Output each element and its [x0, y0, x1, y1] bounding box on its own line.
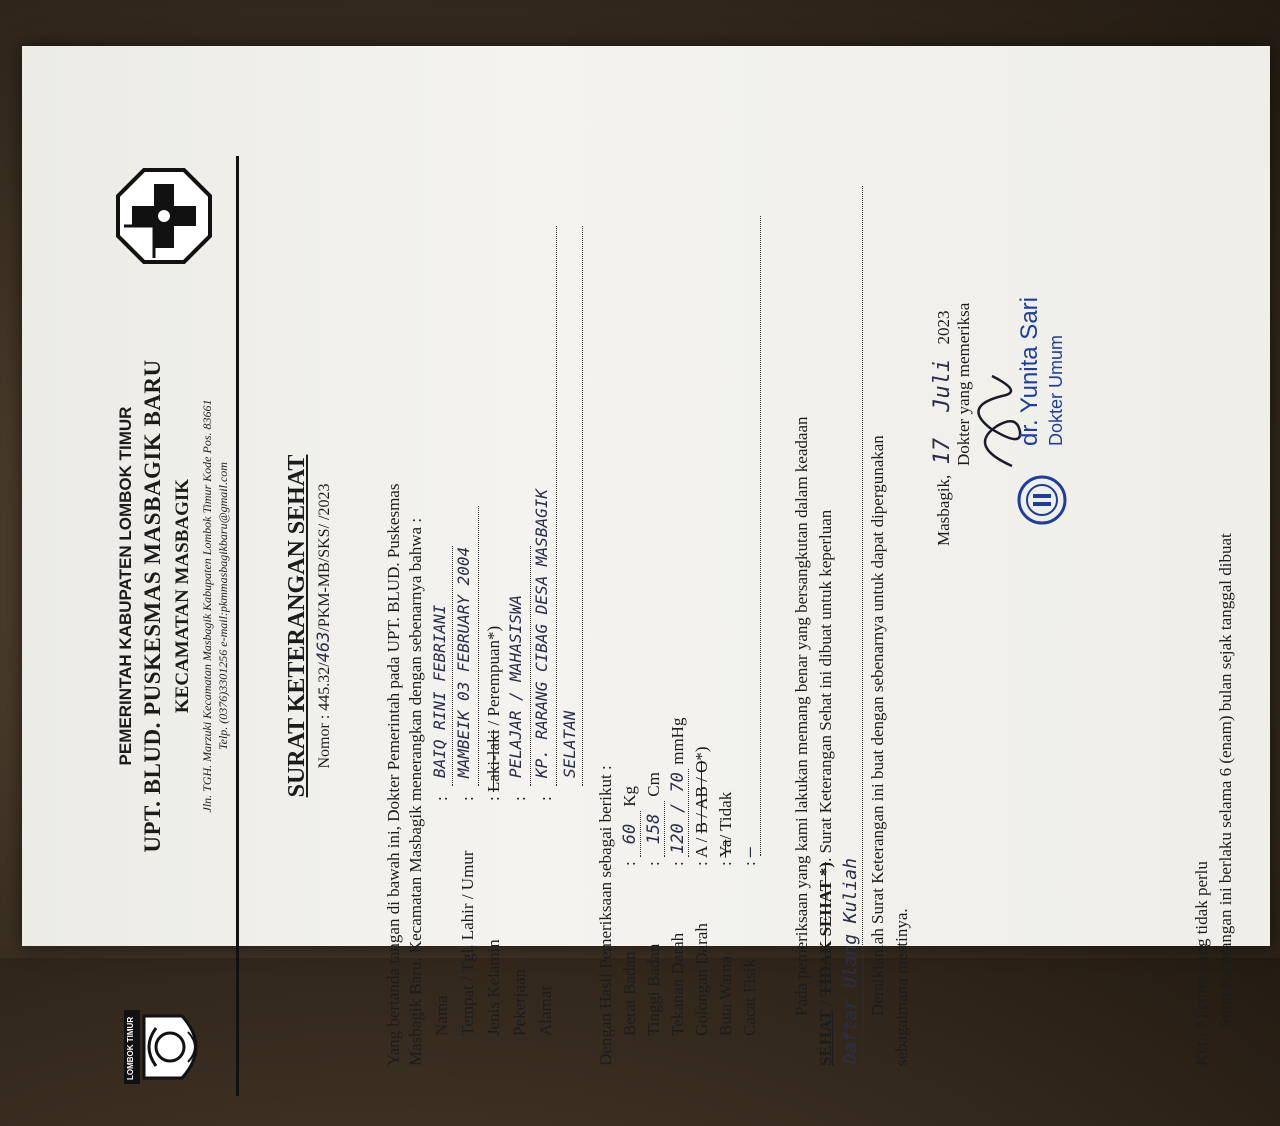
exam-intro: Dengan Hasil Pemeriksaan sebagai berikut :	[596, 765, 615, 1066]
blood-type-struck: B / AB / O	[692, 760, 711, 834]
lombok-timur-emblem-icon	[122, 1008, 212, 1086]
exam-label-disability: Cacat Fisik	[740, 959, 759, 1036]
stamp-doctor-title: Dokter Umum	[1046, 334, 1066, 446]
note-validity: Surat Keterangan ini berlaku selama 6 (enam) bulan sejak tanggal dibuat	[1216, 533, 1235, 1028]
closing-line-2: sebagaimana mestinya.	[892, 908, 911, 1066]
field-label-occupation: Pekerjaan	[510, 968, 529, 1036]
signature-day: 17	[930, 437, 955, 465]
closing-line-1: Demikianlah Surat Keterangan ini buat dengan sebenarnya untuk dapat dipergunakan	[868, 435, 887, 1016]
header-institution: UPT. BLUD. PUSKESMAS MASBAGIK BARU	[140, 359, 165, 853]
result-purpose-handwritten: Daftar Ulang Kuliah	[840, 858, 861, 1064]
weight-unit: Kg	[620, 785, 639, 807]
exam-value-disability: : –	[740, 846, 760, 866]
intro-line-1: Yang bertanda tangan di bawah ini, Dokter Pemerintah pada UPT. BLUD. Puskesmas	[384, 483, 403, 1066]
result-line-2	[816, 510, 836, 1066]
color-blind-selected: / Tidak	[716, 791, 735, 840]
result-healthy: SEHAT	[816, 1009, 835, 1066]
field-value-birth: MAMBEIK 03 FEBRUARY 2004	[454, 546, 473, 778]
exam-value-color-blind: : Ya/ Tidak	[716, 791, 735, 866]
number-prefix: Nomor : 445.32/	[316, 662, 333, 769]
field-dotted-line	[556, 226, 557, 786]
field-label-birth: Tempat / Tgl. Lahir / Umur	[458, 850, 477, 1036]
exam-value-blood-type: : A / B / AB / O*)	[692, 746, 711, 866]
document-title: SURAT KETERANGAN SEHAT	[284, 454, 310, 798]
field-label-address: Alamat	[536, 985, 555, 1036]
weight-handwritten: 60	[620, 811, 641, 857]
field-dotted-line	[452, 546, 453, 786]
height-unit: Cm	[644, 772, 663, 797]
header-divider	[236, 156, 239, 1096]
result-line-1: Pada pemeriksaan yang kami lakukan memang benar yang bersangkutan dalam keadaan	[792, 416, 811, 1016]
blood-pressure-handwritten: 120 / 70	[668, 769, 689, 857]
gender-selected-option: / Perempuan*)	[484, 625, 503, 726]
header-district: KECAMATAN MASBAGIK	[172, 478, 193, 714]
signature-date	[930, 310, 955, 546]
number-handwritten: 463	[314, 631, 334, 663]
stamp-seal-icon	[1016, 474, 1068, 526]
field-value-occupation: PELAJAR / MAHASISWA	[506, 594, 525, 778]
document-paper	[22, 46, 1270, 1080]
header-address: Jln. TGH. Marzuki Kecamatan Masbagik Kabupaten Lombok Timur Kode Pos. 83661	[200, 399, 214, 813]
field-value-gender: : Laki-laki / Perempuan*)	[484, 625, 503, 801]
field-colon: :	[510, 796, 529, 801]
field-colon: :	[536, 796, 555, 801]
doctor-stamp	[1012, 186, 1074, 526]
field-dotted-line	[530, 546, 531, 786]
field-value-name: BAIQ RINI FEBRIANI	[430, 604, 449, 778]
disability-handwritten: –	[740, 846, 760, 858]
signature-place: Masbagik,	[934, 474, 953, 546]
exam-label-weight: Berat Badan	[620, 951, 639, 1036]
exam-value-weight: : 60 Kg	[620, 785, 640, 866]
result-slash: /	[816, 996, 835, 1010]
exam-value-height: : 158 Cm	[644, 772, 664, 866]
field-colon: :	[432, 796, 451, 801]
document-number	[314, 396, 334, 856]
field-label-gender: Jenis Kelamin	[484, 939, 503, 1036]
result-not-healthy-struck: TIDAK SEHAT *)	[816, 861, 835, 997]
intro-line-2: Masbagik Baru, Kecamatan Masbagik menerangkan dengan sebenarnya bahwa :	[406, 517, 425, 1066]
signature-month: Juli	[930, 358, 955, 412]
signature-role: Dokter yang memeriksa	[954, 302, 973, 466]
header-government: PEMERINTAH KABUPATEN LOMBOK TIMUR	[116, 406, 135, 766]
exam-value-blood-pressure: : 120 / 70 mmHg	[668, 717, 688, 866]
result-purpose-text: . Surat Keterangan Sehat ini dibuat untuk keperluan	[816, 509, 835, 862]
number-suffix: /PKM-MB/SKS/ /2023	[316, 483, 333, 632]
exam-label-blood-pressure: Tekanan Darah	[668, 932, 687, 1036]
field-dotted-line	[478, 506, 479, 786]
exam-label-color-blind: Buta Warna	[716, 956, 735, 1036]
height-handwritten: 158	[644, 801, 665, 857]
signature-year: 2023	[934, 310, 953, 345]
emblem-label: LOMBOK TIMUR	[126, 1016, 135, 1080]
field-value-address-2: SELATAN	[560, 710, 579, 778]
blood-type-note: *)	[692, 746, 711, 761]
color-blind-struck: Ya	[716, 839, 735, 858]
header-contact: Telp. (0376)3301256 e-mail:pkmmasbagikbaru@gmail.com	[216, 462, 230, 750]
stamp-doctor-name: dr. Yunita Sari	[1016, 297, 1043, 446]
blood-type-selected: A /	[692, 833, 711, 858]
note-strike-info: Ket : *) coret yang tidak perlu	[1192, 861, 1211, 1066]
field-value-address: KP. RARANG CIBAG DESA MASBAGIK	[532, 489, 551, 778]
field-dotted-line	[760, 216, 761, 856]
exam-label-height: Tinggi Badan	[644, 943, 663, 1036]
exam-label-blood-type: Golongan Darah	[692, 923, 711, 1036]
field-dotted-line	[862, 186, 863, 1066]
field-dotted-line	[582, 226, 583, 786]
field-label-name: Nama	[432, 995, 451, 1036]
document-sheet	[92, 126, 1272, 1126]
blood-pressure-unit: mmHg	[668, 717, 687, 765]
gender-struck-option: Laki-laki	[484, 729, 503, 793]
field-colon: :	[458, 796, 477, 801]
